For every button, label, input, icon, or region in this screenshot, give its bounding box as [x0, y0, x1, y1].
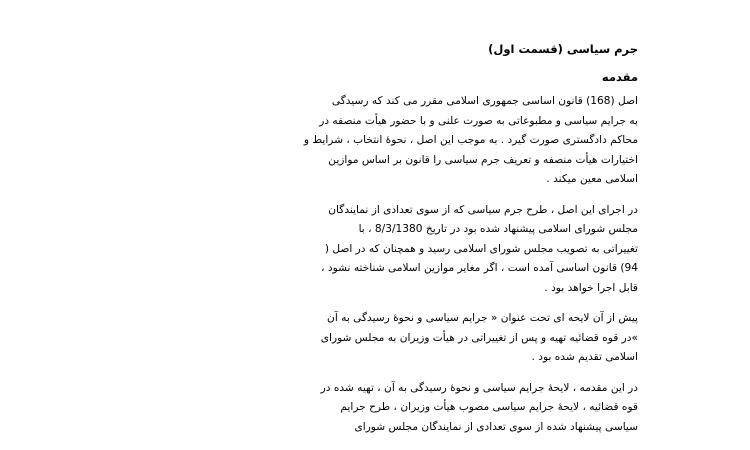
section-heading: مقدمه	[601, 70, 638, 84]
paragraph-1	[96, 92, 638, 190]
paragraph-line: اسلامی تقدیم شده بود .	[531, 351, 638, 363]
paragraph-line: در اجرای این اصل ، طرح جرم سیاسی که از سوی تعدادی از نمایندگان	[328, 203, 638, 216]
paragraph-line: به جرایم سیاسی و مطبوعاتی به صورت علنی و با حضور هیأت منصفه در	[319, 114, 638, 127]
paragraph-line: اصل (168) قانون اساسی جمهوری اسلامی مقرر می کند که رسیدگی	[331, 95, 638, 107]
paragraph-4	[96, 379, 638, 438]
paragraph-2	[96, 201, 638, 299]
paragraph-line: قابل اجرا خواهد بود .	[544, 281, 638, 294]
paragraph-line: سیاسی پیشنهاد شده از سوی تعدادی از نمایندگان مجلس شورای	[354, 420, 638, 433]
paragraph-line: اختیارات هیأت منصفه و تعریف جرم سیاسی را قانون بر اساس موازین	[328, 153, 638, 166]
paragraph-3	[96, 309, 638, 368]
paragraph-line: اسلامی معین میکند .	[546, 173, 638, 185]
paragraph-line: تغییراتی به تصویب مجلس شورای اسلامی رسید و همچنان که در اصل (	[324, 242, 638, 255]
paragraph-line: 94) قانون اساسی آمده است ، اگر مغایر موازین اسلامی شناخته نشود ،	[321, 262, 638, 274]
document-title: جرم سیاسی (قسمت اول)	[488, 42, 638, 56]
document-body	[96, 41, 638, 437]
paragraph-line: پیش از آن لایحه ای تحت عنوان « جرایم سیاسی و نحوۀ رسیدگی به آن	[327, 312, 638, 324]
paragraph-line: قوه قضائیه ، لایحۀ جرایم سیاسی مصوب هیأت وزیران ، طرح جرایم	[340, 401, 638, 413]
paragraph-line: »در قوه قضائیه تهیه و پس از تغییراتی در هیأت وزیران به مجلس شورای	[320, 331, 638, 344]
paragraph-line: محاکم دادگستری صورت گیرد . به موجب این اصل ، نحوۀ انتخاب ، شرایط و	[303, 134, 638, 146]
paragraph-line: در این مقدمه ، لایحۀ جرایم سیاسی و نحوۀ رسیدگی به آن ، تهیه شده در	[320, 381, 638, 394]
paragraph-line: مجلس شورای اسلامی پیشنهاد شده بود در تاریخ 8/3/1380 ، با	[358, 223, 638, 235]
